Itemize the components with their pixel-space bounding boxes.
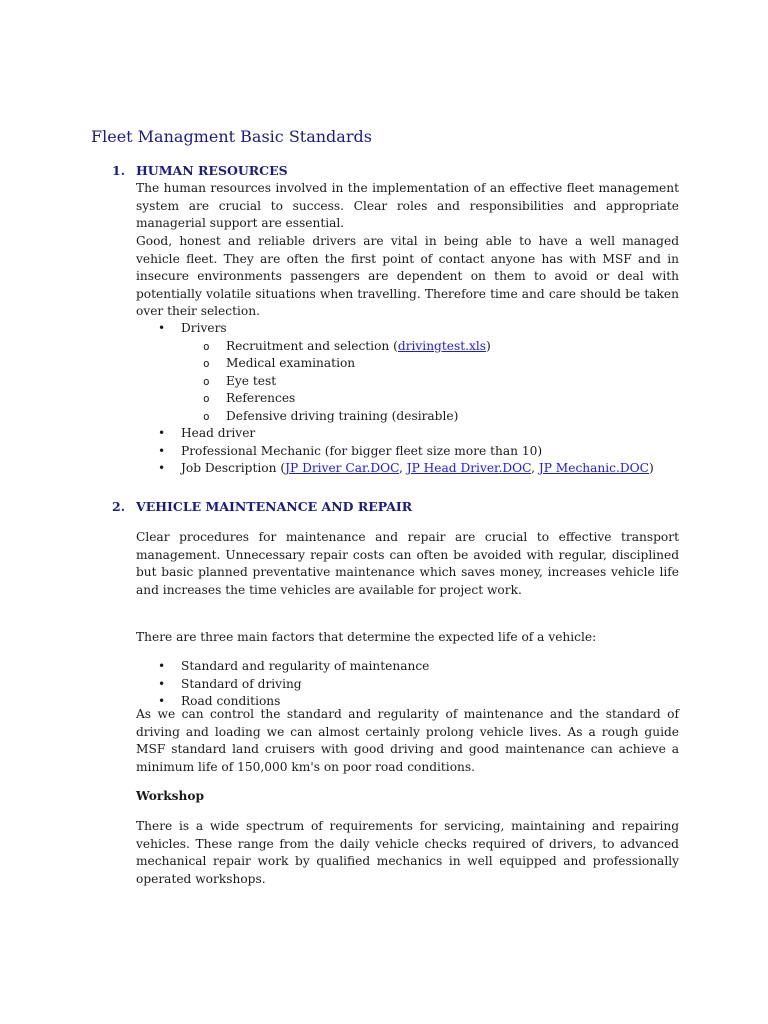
section-2-heading (112, 499, 412, 514)
list-item-references: o References (181, 390, 679, 408)
document-title: Fleet Managment Basic Standards (91, 127, 372, 146)
recruit-suffix: ) (486, 338, 491, 353)
section-2-paragraph-1: Clear procedures for maintenance and repair are crucial to effective transport management. Unnecessary repair costs can often be avoided with regular, disciplined but basic planned preventative maintenance which saves money, increases vehicle life and increases the time vehicles are available for project work. (136, 530, 679, 597)
recruit-prefix: Recruitment and selection ( (226, 338, 398, 353)
list-item-mechanic: • Professional Mechanic (for bigger fleet size more than 10) (136, 443, 679, 461)
section-1-paragraph-2: Good, honest and reliable drivers are vital in being able to have a well managed vehicle fleet. They are often the first point of contact anyone has with MSF and in insecure environments passengers are dependent on them to avoid or deal with potentially volatile situations when travelling. Therefore time and care should be taken over their selection. (136, 234, 679, 318)
list-item-defensive: o Defensive driving training (desirable) (181, 408, 679, 426)
job-separator: , (398, 461, 407, 475)
list-item-recruitment (181, 338, 679, 356)
jp-head-driver-link[interactable]: JP Head Driver.DOC (406, 461, 532, 475)
list-item-head-driver: • Head driver (136, 425, 679, 443)
drivingtest-link[interactable]: drivingtest.xls (397, 338, 487, 353)
list-item-factor: • Standard of driving (136, 676, 679, 694)
jp-driver-car-link[interactable]: JP Driver Car.DOC (285, 461, 399, 475)
section-1-heading (112, 163, 288, 178)
section-number: 2. (112, 499, 126, 514)
job-suffix: ) (648, 461, 654, 475)
list-item-eye-test: o Eye test (181, 373, 679, 391)
list-item-factor: • Road conditions (136, 693, 679, 711)
job-separator: , (531, 461, 539, 475)
section-1-paragraph-1: The human resources involved in the implementation of an effective fleet management system are crucial to success. Clear roles and responsibilities and appropriate managerial support are essential. (136, 181, 679, 230)
staff-list (136, 320, 679, 478)
factors-list (136, 658, 679, 711)
jp-mechanic-link[interactable]: JP Mechanic.DOC (538, 461, 649, 475)
workshop-heading: Workshop (136, 789, 205, 803)
section-number: 1. (112, 163, 126, 178)
list-item-drivers (136, 320, 679, 425)
list-item-job-description (136, 460, 679, 478)
section-title: HUMAN RESOURCES (136, 163, 288, 178)
section-title: VEHICLE MAINTENANCE AND REPAIR (136, 499, 413, 514)
job-prefix: Job Description ( (181, 461, 286, 475)
section-2-paragraph-4: There is a wide spectrum of requirements for servicing, maintaining and repairing vehicles. These range from the daily vehicle checks required of drivers, to advanced mechanical repair work by qualified mechanics in well equipped and professionally operated workshops. (136, 819, 679, 886)
driver-sublist (181, 338, 679, 426)
list-item-medical: o Medical examination (181, 355, 679, 373)
list-item-factor: • Standard and regularity of maintenance (136, 658, 679, 676)
section-2-paragraph-3: As we can control the standard and regularity of maintenance and the standard of driving and loading we can almost certainly prolong vehicle lives. As a rough guide MSF standard land cruisers with good driving and good maintenance can achieve a minimum life of 150,000 km's on poor road conditions. (136, 707, 679, 774)
section-2-paragraph-2: There are three main factors that determine the expected life of a vehicle: (136, 630, 597, 644)
drivers-label: Drivers (181, 321, 227, 335)
